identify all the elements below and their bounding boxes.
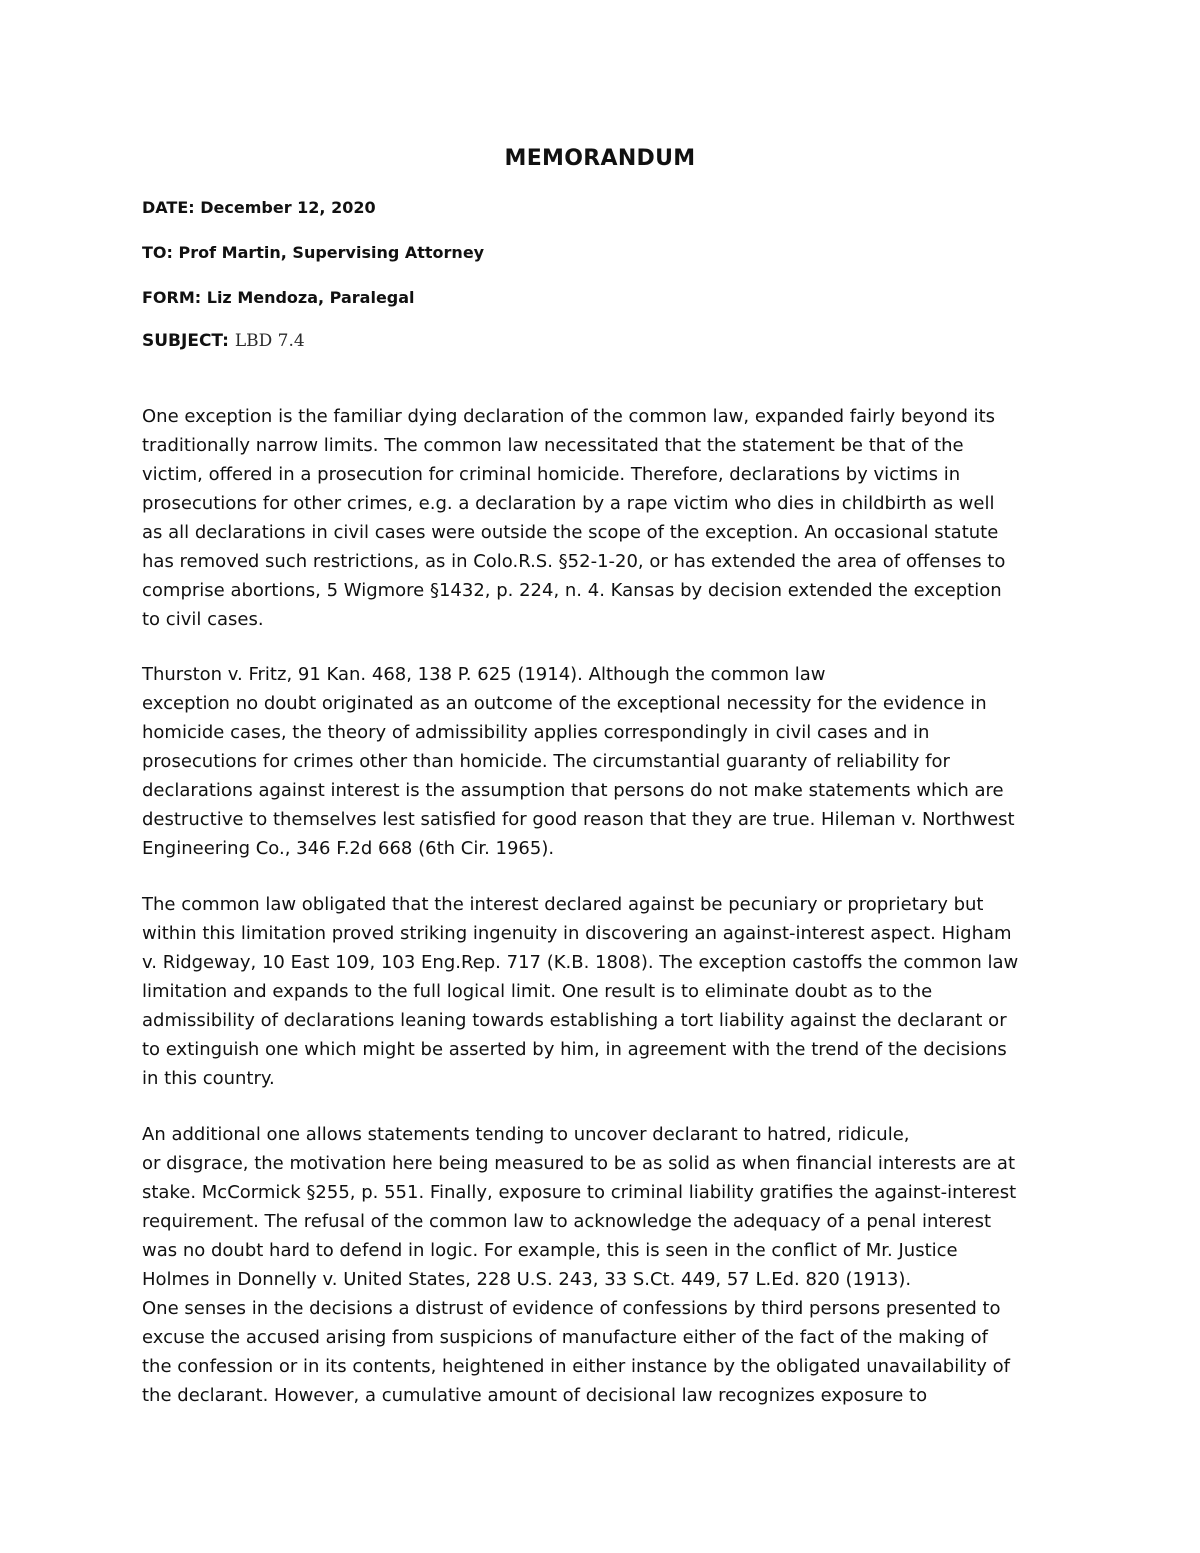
- paragraph-line: stake. McCormick §255, p. 551. Finally, exposure to criminal liability gratifies the against-interest: [142, 1182, 1017, 1203]
- from-line: [142, 288, 415, 307]
- paragraph-line: comprise abortions, 5 Wigmore §1432, p. 224, n. 4. Kansas by decision extended the exception: [142, 580, 1002, 601]
- paragraph-line: homicide cases, the theory of admissibility applies correspondingly in civil cases and in: [142, 722, 930, 743]
- to-label: TO:: [142, 243, 173, 262]
- paragraph-line: declarations against interest is the assumption that persons do not make statements which are: [142, 780, 1004, 801]
- paragraph-line: has removed such restrictions, as in Colo.R.S. §52-1-20, or has extended the area of offenses to: [142, 551, 1006, 572]
- body-paragraph-4: [142, 1120, 1072, 1410]
- paragraph-line: Engineering Co., 346 F.2d 668 (6th Cir. 1965).: [142, 838, 555, 859]
- paragraph-line: as all declarations in civil cases were outside the scope of the exception. An occasional statute: [142, 522, 999, 543]
- paragraph-line: the declarant. However, a cumulative amount of decisional law recognizes exposure to: [142, 1385, 928, 1406]
- paragraph-line: excuse the accused arising from suspicions of manufacture either of the fact of the making of: [142, 1327, 988, 1348]
- date-value: December 12, 2020: [200, 198, 376, 217]
- paragraph-line: prosecutions for crimes other than homicide. The circumstantial guaranty of reliability for: [142, 751, 950, 772]
- paragraph-line: An additional one allows statements tending to uncover declarant to hatred, ridicule,: [142, 1124, 910, 1145]
- paragraph-line: limitation and expands to the full logical limit. One result is to eliminate doubt as to the: [142, 981, 933, 1002]
- paragraph-line: or disgrace, the motivation here being measured to be as solid as when financial interests are at: [142, 1153, 1016, 1174]
- paragraph-line: was no doubt hard to defend in logic. For example, this is seen in the conflict of Mr. Justice: [142, 1240, 958, 1261]
- paragraph-line: destructive to themselves lest satisfied for good reason that they are true. Hileman v. Northwest: [142, 809, 1015, 830]
- paragraph-line: One exception is the familiar dying declaration of the common law, expanded fairly beyond its: [142, 406, 996, 427]
- paragraph-line: admissibility of declarations leaning towards establishing a tort liability against the declarant or: [142, 1010, 1007, 1031]
- date-label: DATE:: [142, 198, 195, 217]
- to-line: [142, 243, 484, 262]
- paragraph-line: requirement. The refusal of the common law to acknowledge the adequacy of a penal interest: [142, 1211, 992, 1232]
- body-paragraph-1: [142, 402, 1072, 634]
- paragraph-line: Holmes in Donnelly v. United States, 228 U.S. 243, 33 S.Ct. 449, 57 L.Ed. 820 (1913).: [142, 1269, 912, 1290]
- paragraph-line: the confession or in its contents, heightened in either instance by the obligated unavailability of: [142, 1356, 1010, 1377]
- from-value: Liz Mendoza, Paralegal: [206, 288, 415, 307]
- to-value: Prof Martin, Supervising Attorney: [178, 243, 485, 262]
- paragraph-line: One senses in the decisions a distrust of evidence of confessions by third persons presented to: [142, 1298, 1001, 1319]
- from-label: FORM:: [142, 288, 202, 307]
- paragraph-line: v. Ridgeway, 10 East 109, 103 Eng.Rep. 717 (K.B. 1808). The exception castoffs the common law: [142, 952, 1019, 973]
- body-paragraph-2: [142, 660, 1072, 863]
- paragraph-line: exception no doubt originated as an outcome of the exceptional necessity for the evidence in: [142, 693, 987, 714]
- paragraph-line: victim, offered in a prosecution for criminal homicide. Therefore, declarations by victims in: [142, 464, 961, 485]
- paragraph-line: Thurston v. Fritz, 91 Kan. 468, 138 P. 625 (1914). Although the common law: [142, 664, 826, 685]
- subject-value: LBD 7.4: [234, 331, 305, 351]
- paragraph-line: prosecutions for other crimes, e.g. a declaration by a rape victim who dies in childbirth as well: [142, 493, 995, 514]
- paragraph-line: traditionally narrow limits. The common law necessitated that the statement be that of the: [142, 435, 964, 456]
- memo-title: MEMORANDUM: [504, 146, 696, 171]
- body-paragraph-3: [142, 890, 1072, 1093]
- paragraph-line: within this limitation proved striking ingenuity in discovering an against-interest aspect. Higham: [142, 923, 1012, 944]
- paragraph-line: to civil cases.: [142, 609, 264, 630]
- paragraph-line: to extinguish one which might be asserted by him, in agreement with the trend of the decisions: [142, 1039, 1007, 1060]
- paragraph-line: in this country.: [142, 1068, 275, 1089]
- paragraph-line: The common law obligated that the interest declared against be pecuniary or proprietary but: [142, 894, 984, 915]
- date-line: [142, 198, 376, 217]
- subject-label: SUBJECT:: [142, 331, 229, 351]
- subject-line: [142, 331, 305, 351]
